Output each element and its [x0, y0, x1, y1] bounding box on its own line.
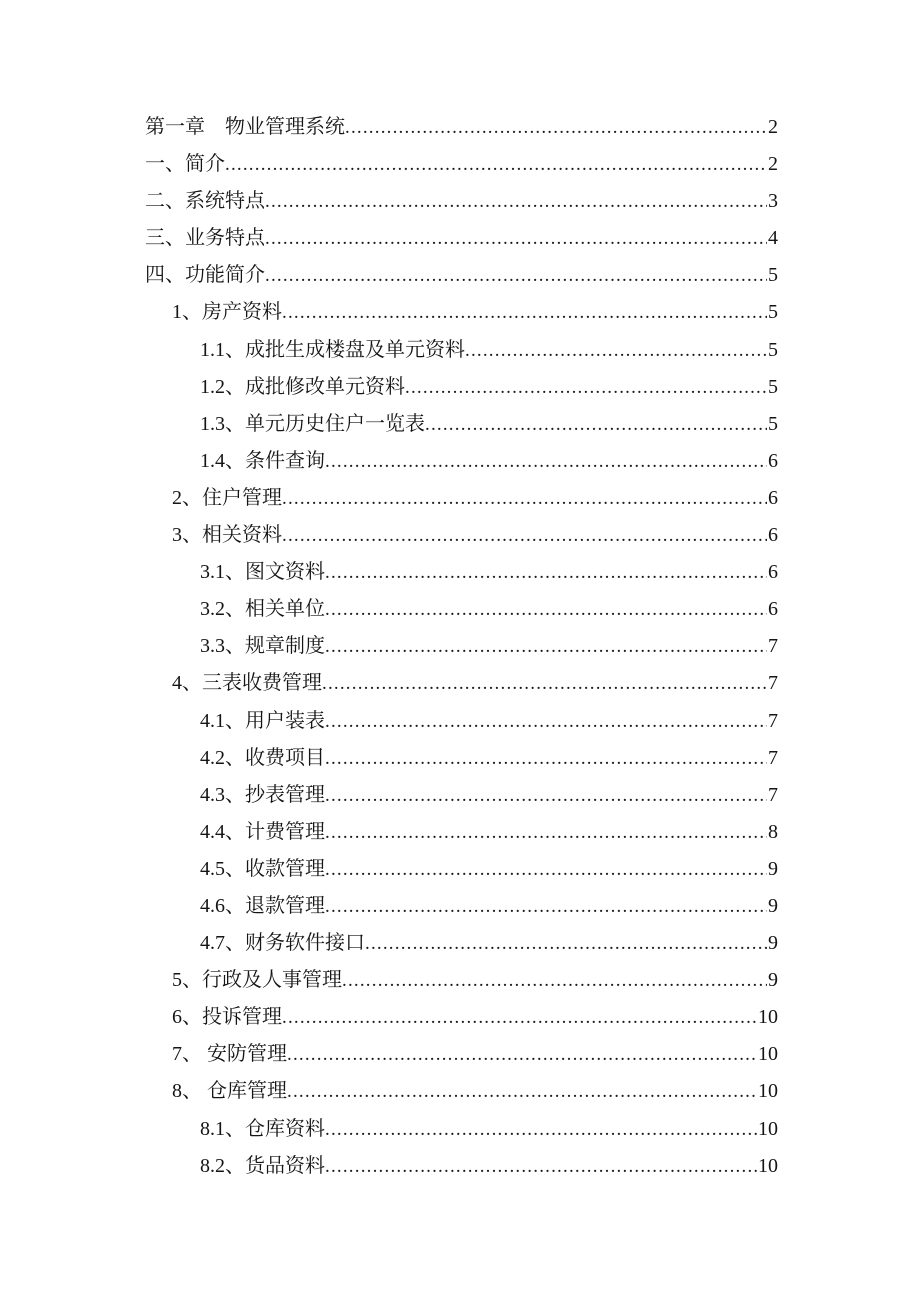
toc-entry-label: 1、房产资料 — [172, 301, 282, 324]
toc-entry[interactable] — [145, 888, 778, 925]
toc-entry[interactable] — [145, 369, 778, 406]
toc-leader-dots — [425, 406, 767, 443]
toc-leader-dots — [325, 814, 767, 851]
toc-entry-label: 1.1、成批生成楼盘及单元资料 — [200, 338, 465, 361]
toc-leader-dots — [265, 183, 767, 220]
toc-leader-dots — [282, 517, 767, 554]
toc-entry-label: 第一章 物业管理系统 — [145, 116, 345, 138]
toc-entry[interactable] — [145, 740, 778, 777]
toc-entry[interactable] — [145, 851, 778, 888]
toc-leader-dots — [287, 1073, 757, 1110]
toc-entry[interactable] — [145, 183, 778, 220]
table-of-contents — [145, 109, 778, 1185]
toc-entry[interactable] — [145, 332, 778, 369]
toc-entry-label: 一、简介 — [145, 153, 225, 176]
toc-entry[interactable] — [145, 1148, 778, 1185]
toc-entry-page-number: 7 — [768, 746, 778, 769]
toc-entry-label: 4.6、退款管理 — [200, 894, 325, 917]
toc-leader-dots — [325, 740, 767, 777]
toc-entry[interactable] — [145, 1073, 778, 1110]
toc-entry-page-number: 9 — [768, 857, 778, 880]
toc-entry[interactable] — [145, 480, 778, 517]
toc-leader-dots — [287, 1036, 757, 1073]
toc-entry-label: 7、 安防管理 — [172, 1043, 287, 1066]
toc-entry-label: 3、相关资料 — [172, 524, 282, 547]
toc-entry-label: 4.1、用户装表 — [200, 709, 325, 732]
toc-leader-dots — [325, 443, 767, 480]
toc-leader-dots — [282, 999, 757, 1036]
toc-entry-page-number: 10 — [758, 1154, 778, 1177]
toc-entry-page-number: 6 — [768, 524, 778, 547]
toc-entry-page-number: 2 — [768, 116, 778, 138]
toc-entry-page-number: 3 — [768, 190, 778, 213]
toc-entry-page-number: 7 — [768, 709, 778, 732]
toc-entry-label: 4.7、财务软件接口 — [200, 932, 365, 955]
toc-entry-page-number: 5 — [768, 338, 778, 361]
toc-entry-page-number: 6 — [768, 486, 778, 509]
toc-entry-page-number: 5 — [768, 375, 778, 398]
toc-entry-page-number: 10 — [758, 1117, 778, 1140]
toc-leader-dots — [325, 703, 767, 740]
toc-leader-dots — [265, 220, 767, 257]
toc-leader-dots — [325, 888, 767, 925]
toc-entry-page-number: 7 — [768, 635, 778, 658]
toc-entry-label: 8、 仓库管理 — [172, 1080, 287, 1103]
toc-entry[interactable] — [145, 999, 778, 1036]
toc-entry[interactable] — [145, 517, 778, 554]
toc-entry[interactable] — [145, 925, 778, 962]
toc-leader-dots — [345, 109, 767, 146]
toc-entry[interactable] — [145, 220, 778, 257]
toc-entry[interactable] — [145, 703, 778, 740]
toc-leader-dots — [322, 665, 767, 702]
toc-entry[interactable] — [145, 554, 778, 591]
toc-entry-page-number: 5 — [768, 412, 778, 435]
toc-entry-label: 三、业务特点 — [145, 227, 265, 250]
toc-entry-label: 1.4、条件查询 — [200, 449, 325, 472]
toc-leader-dots — [225, 146, 767, 183]
toc-leader-dots — [365, 925, 767, 962]
toc-leader-dots — [282, 294, 767, 331]
toc-entry-page-number: 10 — [758, 1006, 778, 1029]
toc-entry[interactable] — [145, 665, 778, 702]
toc-entry-label: 四、功能简介 — [145, 264, 265, 287]
toc-entry-page-number: 6 — [768, 449, 778, 472]
toc-entry-page-number: 9 — [768, 932, 778, 955]
toc-leader-dots — [325, 591, 767, 628]
toc-entry-label: 6、投诉管理 — [172, 1006, 282, 1029]
toc-leader-dots — [325, 628, 767, 665]
toc-entry[interactable] — [145, 146, 778, 183]
toc-entry[interactable] — [145, 591, 778, 628]
toc-leader-dots — [282, 480, 767, 517]
toc-entry-label: 8.2、货品资料 — [200, 1154, 325, 1177]
toc-entry[interactable] — [145, 628, 778, 665]
toc-entry-label: 8.1、仓库资料 — [200, 1117, 325, 1140]
toc-entry-label: 3.1、图文资料 — [200, 561, 325, 584]
toc-entry-label: 3.2、相关单位 — [200, 598, 325, 621]
toc-leader-dots — [405, 369, 767, 406]
toc-entry[interactable] — [145, 1111, 778, 1148]
toc-entry-page-number: 6 — [768, 598, 778, 621]
toc-entry-page-number: 7 — [768, 672, 778, 695]
toc-entry[interactable] — [145, 294, 778, 331]
toc-leader-dots — [325, 851, 767, 888]
toc-entry[interactable] — [145, 1036, 778, 1073]
toc-entry-label: 4.5、收款管理 — [200, 857, 325, 880]
toc-entry-label: 1.2、成批修改单元资料 — [200, 375, 405, 398]
toc-entry-label: 2、住户管理 — [172, 486, 282, 509]
toc-leader-dots — [325, 1111, 757, 1148]
toc-entry-label: 4、三表收费管理 — [172, 672, 322, 695]
toc-entry[interactable] — [145, 814, 778, 851]
toc-entry-page-number: 5 — [768, 264, 778, 287]
toc-entry-label: 4.3、抄表管理 — [200, 783, 325, 806]
toc-entry-label: 4.2、收费项目 — [200, 746, 325, 769]
toc-entry-label: 5、行政及人事管理 — [172, 969, 342, 992]
toc-entry[interactable] — [145, 109, 778, 146]
toc-entry-page-number: 5 — [768, 301, 778, 324]
toc-entry-label: 二、系统特点 — [145, 190, 265, 213]
toc-entry-page-number: 6 — [768, 561, 778, 584]
toc-entry[interactable] — [145, 443, 778, 480]
toc-entry[interactable] — [145, 962, 778, 999]
toc-entry-page-number: 7 — [768, 783, 778, 806]
toc-entry-page-number: 8 — [768, 820, 778, 843]
toc-leader-dots — [342, 962, 767, 999]
toc-leader-dots — [325, 777, 767, 814]
toc-leader-dots — [465, 332, 767, 369]
toc-entry-page-number: 10 — [758, 1043, 778, 1066]
toc-leader-dots — [325, 554, 767, 591]
toc-entry-page-number: 2 — [768, 153, 778, 176]
toc-entry-page-number: 9 — [768, 894, 778, 917]
toc-entry-page-number: 4 — [768, 227, 778, 250]
toc-entry-page-number: 9 — [768, 969, 778, 992]
toc-entry[interactable] — [145, 777, 778, 814]
toc-entry-label: 4.4、计费管理 — [200, 820, 325, 843]
toc-entry[interactable] — [145, 406, 778, 443]
toc-entry[interactable] — [145, 257, 778, 294]
toc-leader-dots — [265, 257, 767, 294]
toc-entry-page-number: 10 — [758, 1080, 778, 1103]
toc-entry-label: 3.3、规章制度 — [200, 635, 325, 658]
toc-leader-dots — [325, 1148, 757, 1185]
toc-entry-label: 1.3、单元历史住户一览表 — [200, 412, 425, 435]
